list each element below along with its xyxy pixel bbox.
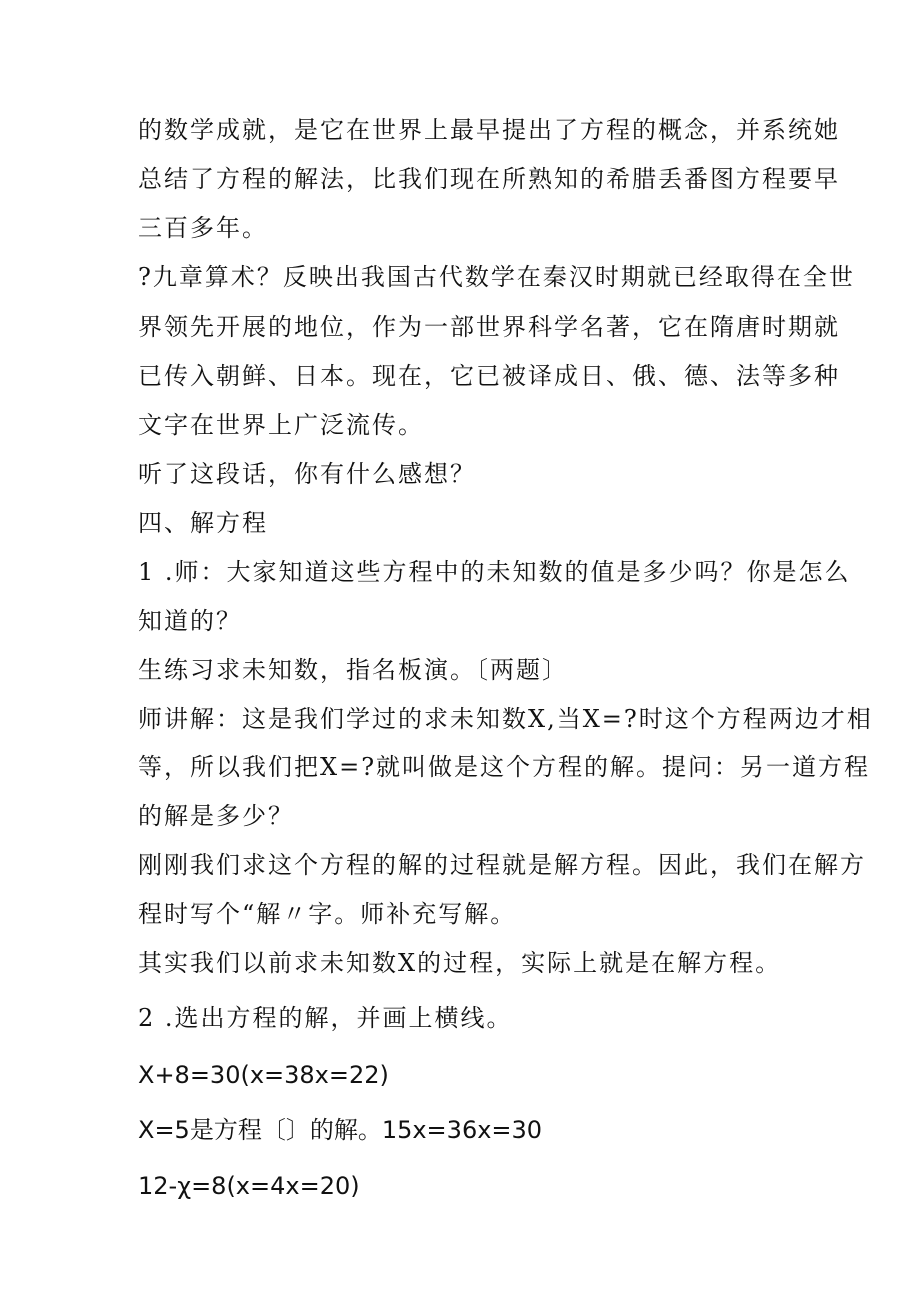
paragraph-line: 师讲解：这是我们学过的求未知数X,当X=?时这个方程两边才相 [138,705,873,733]
paragraph-line: ?九章算术？反映出我国古代数学在秦汉时期就已经取得在全世 [138,263,855,291]
paragraph-line: 刚刚我们求这个方程的解的过程就是解方程。因此，我们在解方 [138,851,866,879]
paragraph-line: 总结了方程的解法，比我们现在所熟知的希腊丢番图方程要早 [138,165,840,193]
paragraph-line: 听了这段话，你有什么感想？ [138,460,476,488]
paragraph-line: 三百多年。 [138,214,268,242]
paragraph-line: 已传入朝鲜、日本。现在，它已被译成日、俄、德、法等多种 [138,362,840,390]
equation-line: X=5是方程〔〕的解。15x=36x=30 [138,1116,543,1144]
section-heading: 四、解方程 [138,509,268,537]
paragraph-line: 其实我们以前求未知数X的过程，实际上就是在解方程。 [138,949,782,977]
paragraph-line: 界领先开展的地位，作为一部世界科学名著，它在隋唐时期就 [138,313,840,341]
paragraph-line: 1 .师：大家知道这些方程中的未知数的值是多少吗？你是怎么 [138,558,851,586]
paragraph-line: 文字在世界上广泛流传。 [138,411,424,439]
equation-line: X+8=30(x=38x=22) [138,1061,389,1089]
paragraph-line: 的数学成就，是它在世界上最早提出了方程的概念，并系统她 [138,116,840,144]
paragraph-line: 程时写个“解〃字。师补充写解。 [138,900,517,928]
paragraph-line: 知道的？ [138,607,242,635]
equation-line: 12-χ=8(x=4x=20) [138,1172,360,1200]
paragraph-line: 的解是多少？ [138,802,294,830]
paragraph-line: 等，所以我们把X=?就叫做是这个方程的解。提问：另一道方程 [138,753,871,781]
paragraph-line: 2 .选出方程的解，并画上横线。 [138,1004,513,1032]
paragraph-line: 生练习求未知数，指名板演。〔两题〕 [138,656,568,684]
